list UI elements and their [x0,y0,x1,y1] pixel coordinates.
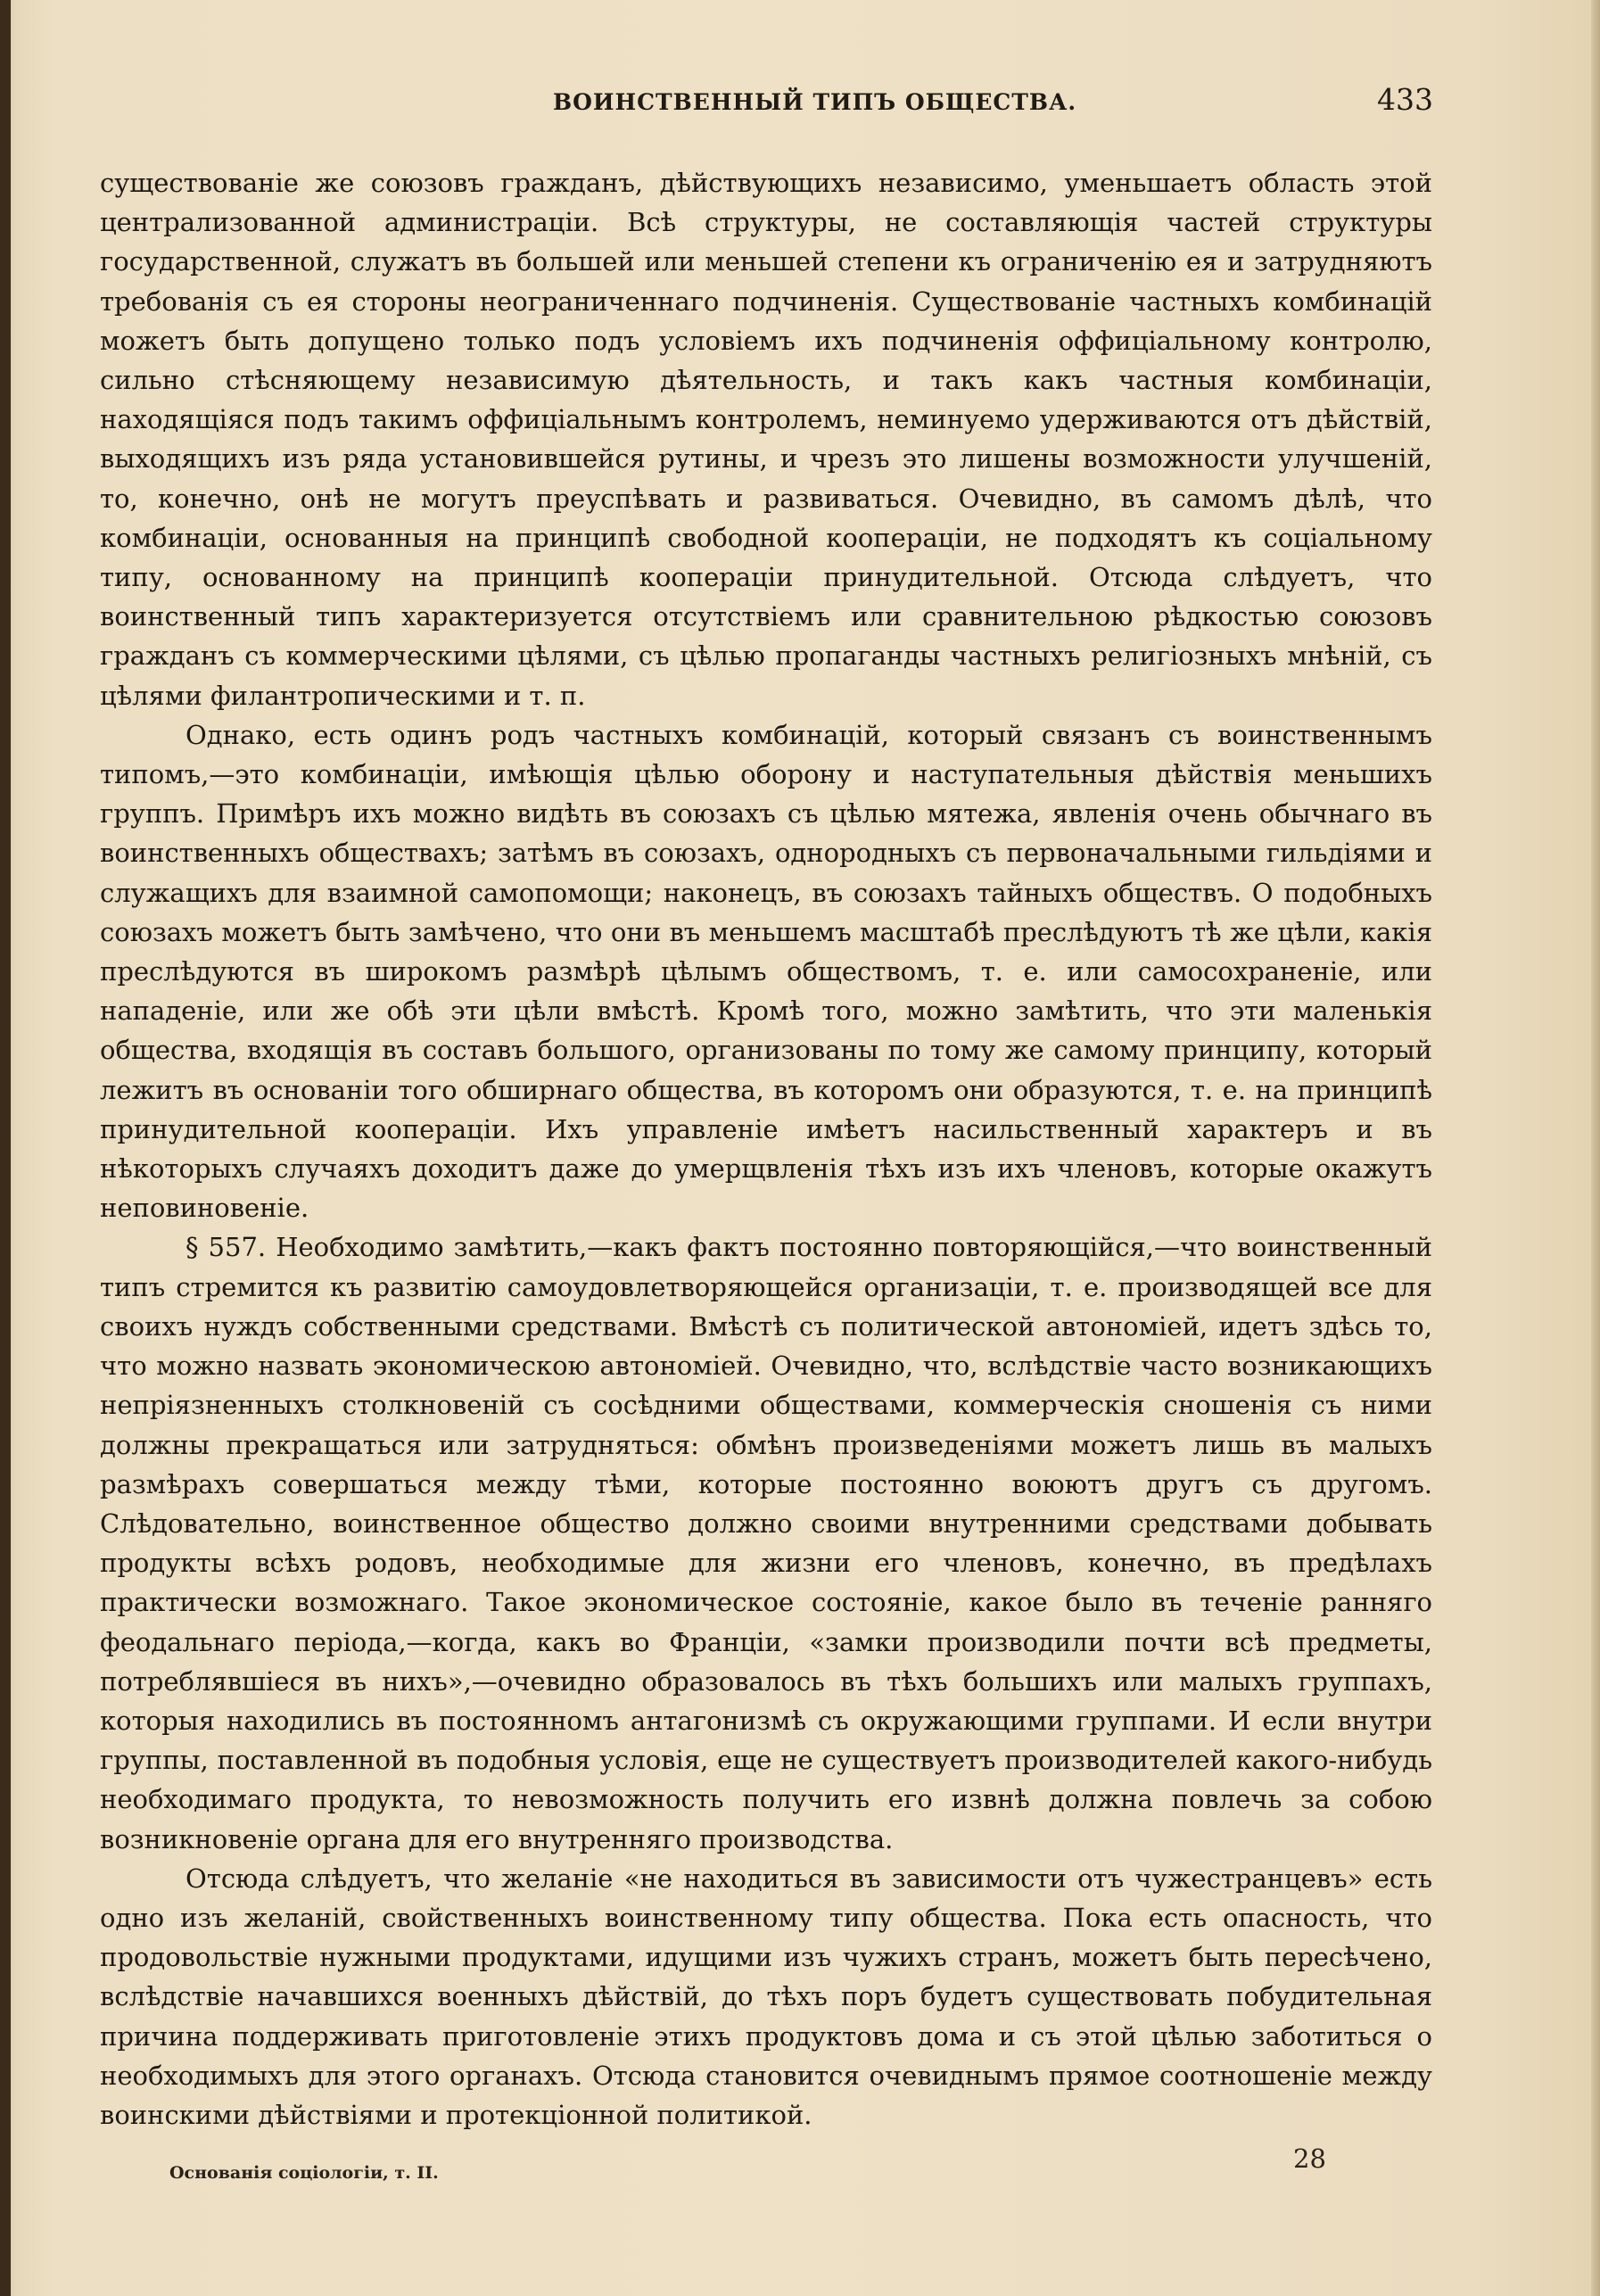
printer-signature: Основанія соціологіи, т. II. [169,2163,439,2183]
paragraph-3: § 557. Необходимо замѣтить,—какъ фактъ постоянно повторяющійся,—что воинственный типъ стремится къ развитію самоудовлетворяющейся организаціи, т. е. производящей все для своихъ нуждъ собственными средствами. Вмѣстѣ съ политической автономіей, идетъ здѣсь то, что можно назвать экономическою автономіей. Очевидно, что, вслѣдствіе часто возникающихъ непріязненныхъ столкновеній съ сосѣдними обществами, коммерческія сношенія съ ними должны прекращаться или затрудняться: обмѣнъ произведеніями можетъ лишь въ малыхъ размѣрахъ совершаться между тѣми, которые постоянно воюютъ другъ съ другомъ. Слѣдовательно, воинственное общество должно своими внутренними средствами добывать продукты всѣхъ родовъ, необходимые для жизни его членовъ, конечно, въ предѣлахъ практически возможнаго. Такое экономическое состояніе, какое было въ теченіе ранняго феодальнаго періода,—когда, какъ во Франціи, «замки производили почти всѣ предметы, потреблявшіеся въ нихъ»,—очевидно образовалось въ тѣхъ большихъ или малыхъ группахъ, которыя находились въ постоянномъ антагонизмѣ съ окружающими группами. И если внутри группы, поставленной въ подобныя условія, еще не существуетъ производителей какого-нибудь необходимаго продукта, то невозможность получить его извнѣ должна повлечь за собою возникновеніе органа для его внутренняго производства. [100,1232,1432,1854]
body-text [100,163,1432,2135]
paragraph-1: существованіе же союзовъ гражданъ, дѣйствующихъ независимо, уменьшаетъ область этой централизованной администраціи. Всѣ структуры, не составляющія частей структуры государственной, служатъ въ большей или меньшей степени къ ограниченію ея и затрудняютъ требованія съ ея стороны неограниченнаго подчиненія. Существованіе частныхъ комбинацій можетъ быть допущено только подъ условіемъ ихъ подчиненія оффиціальному контролю, сильно стѣсняющему независимую дѣятельность, и такъ какъ частныя комбинаціи, находящіяся подъ такимъ оффиціальнымъ контролемъ, неминуемо удерживаются отъ дѣйствій, выходящихъ изъ ряда установившейся рутины, и чрезъ это лишены возможности улучшеній, то, конечно, онѣ не могутъ преуспѣвать и развиваться. Очевидно, въ самомъ дѣлѣ, что комбинаціи, основанныя на принципѣ свободной коопераціи, не подходятъ къ соціальному типу, основанному на принципѣ коопераціи принудительной. Отсюда слѣдуетъ, что воинственный типъ характеризуется отсутствіемъ или сравнительною рѣдкостью союзовъ гражданъ съ коммерческими цѣлями, съ цѣлью пропаганды частныхъ религіозныхъ мнѣній, съ цѣлями филантропическими и т. п. [100,168,1432,711]
sheet-number: 28 [1293,2143,1326,2174]
paragraph-2: Однако, есть одинъ родъ частныхъ комбинацій, который связанъ съ воинственнымъ типомъ,—это комбинаціи, имѣющія цѣлью оборону и наступательныя дѣйствія меньшихъ группъ. Примѣръ ихъ можно видѣть въ союзахъ съ цѣлью мятежа, явленія очень обычнаго въ воинственныхъ обществахъ; затѣмъ въ союзахъ, однородныхъ съ первоначальными гильдіями и служащихъ для взаимной самопомощи; наконецъ, въ союзахъ тайныхъ обществъ. О подобныхъ союзахъ можетъ быть замѣчено, что они въ меньшемъ масштабѣ преслѣдуютъ тѣ же цѣли, какія преслѣдуются въ широкомъ размѣрѣ цѣлымъ обществомъ, т. е. или самосохраненіе, или нападеніе, или же обѣ эти цѣли вмѣстѣ. Кромѣ того, можно замѣтить, что эти маленькія общества, входящія въ составъ большого, организованы по тому же самому принципу, который лежитъ въ основаніи того обширнаго общества, въ которомъ они образуются, т. е. на принципѣ принудительной коопераціи. Ихъ управленіе имѣетъ насильственный характеръ и въ нѣкоторыхъ случаяхъ доходитъ даже до умерщвленія тѣхъ изъ ихъ членовъ, которые окажутъ неповиновеніе. [100,719,1432,1224]
page-binding-edge [0,0,11,2296]
running-title: ВОИНСТВЕННЫЙ ТИПЪ ОБЩЕСТВА. [553,89,1077,115]
page-number: 433 [1377,82,1433,117]
page-outer-edge [1591,0,1600,2296]
paragraph-4: Отсюда слѣдуетъ, что желаніе «не находиться въ зависимости отъ чужестранцевъ» есть одно изъ желаній, свойственныхъ воинственному типу общества. Пока есть опасность, что продовольствіе нужными продуктами, идущими изъ чужихъ странъ, можетъ быть пересѣчено, вслѣдствіе начавшихся военныхъ дѣйствій, до тѣхъ поръ будетъ существовать побудительная причина поддерживать приготовленіе этихъ продуктовъ дома и съ этой цѣлью заботиться о необходимыхъ для этого органахъ. Отсюда становится очевиднымъ прямое соотношеніе между воинскими дѣйствіями и протекціонной политикой. [100,1862,1432,2130]
